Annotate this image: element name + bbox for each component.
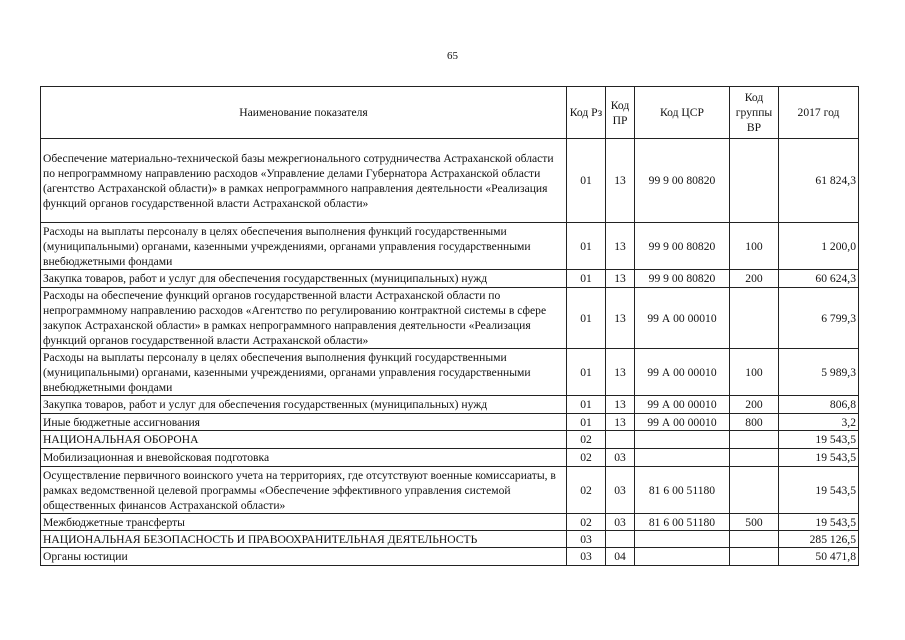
row-vr: 500	[730, 514, 779, 531]
row-rz: 02	[567, 514, 606, 531]
row-pr: 03	[606, 514, 635, 531]
table-row	[41, 514, 859, 531]
row-name: Мобилизационная и вневойсковая подготовка	[41, 449, 567, 467]
table-header	[41, 87, 859, 139]
row-amount: 5 989,3	[779, 349, 859, 396]
row-rz: 02	[567, 431, 606, 449]
row-name: Иные бюджетные ассигнования	[41, 414, 567, 431]
row-csr: 99 А 00 00010	[635, 288, 730, 349]
row-vr: 100	[730, 349, 779, 396]
row-csr: 81 6 00 51180	[635, 514, 730, 531]
row-vr	[730, 431, 779, 449]
header-row	[41, 87, 859, 139]
column-header-rz: Код Рз	[567, 87, 606, 139]
row-pr: 13	[606, 414, 635, 431]
row-rz: 01	[567, 349, 606, 396]
row-name: Закупка товаров, работ и услуг для обеспечения государственных (муниципальных) нужд	[41, 396, 567, 414]
column-header-vr: Код группы ВР	[730, 87, 779, 139]
row-csr: 99 9 00 80820	[635, 223, 730, 270]
row-amount: 19 543,5	[779, 449, 859, 467]
row-name: Расходы на обеспечение функций органов государственной власти Астраханской области по непрограммному направлению расходов «Агентство по регулированию контрактной системы в сфере закупок Астраханской области» в рамках непрограммного направления деятельности «Реализация функций органов государственной власти Астраханской области»	[41, 288, 567, 349]
page-number: 65	[447, 50, 458, 62]
row-rz: 02	[567, 449, 606, 467]
row-vr	[730, 548, 779, 566]
row-name: НАЦИОНАЛЬНАЯ ОБОРОНА	[41, 431, 567, 449]
row-amount: 19 543,5	[779, 467, 859, 514]
table-row	[41, 548, 859, 566]
row-pr: 03	[606, 449, 635, 467]
column-header-csr: Код ЦСР	[635, 87, 730, 139]
row-vr	[730, 467, 779, 514]
row-csr: 99 9 00 80820	[635, 270, 730, 288]
row-vr: 200	[730, 270, 779, 288]
row-pr: 13	[606, 349, 635, 396]
row-csr	[635, 431, 730, 449]
table-row	[41, 349, 859, 396]
table-body	[41, 139, 859, 566]
row-vr	[730, 288, 779, 349]
row-vr	[730, 531, 779, 548]
row-rz: 01	[567, 288, 606, 349]
row-amount: 50 471,8	[779, 548, 859, 566]
table-row	[41, 449, 859, 467]
table-row	[41, 139, 859, 223]
row-rz: 03	[567, 531, 606, 548]
row-rz: 01	[567, 414, 606, 431]
table-row	[41, 431, 859, 449]
row-pr: 13	[606, 139, 635, 223]
row-pr: 13	[606, 396, 635, 414]
row-rz: 01	[567, 396, 606, 414]
row-amount: 1 200,0	[779, 223, 859, 270]
table-row	[41, 223, 859, 270]
row-amount: 285 126,5	[779, 531, 859, 548]
row-amount: 806,8	[779, 396, 859, 414]
row-pr	[606, 531, 635, 548]
column-header-name: Наименование показателя	[41, 87, 567, 139]
row-csr: 99 А 00 00010	[635, 414, 730, 431]
row-name: Расходы на выплаты персоналу в целях обеспечения выполнения функций государственными (муниципальными) органами, казенными учреждениями, органами управления государственными внебюджетными фондами	[41, 223, 567, 270]
row-csr	[635, 531, 730, 548]
row-csr	[635, 548, 730, 566]
column-header-pr: Код ПР	[606, 87, 635, 139]
row-name: Закупка товаров, работ и услуг для обеспечения государственных (муниципальных) нужд	[41, 270, 567, 288]
table-row	[41, 467, 859, 514]
budget-table	[40, 86, 859, 566]
row-rz: 01	[567, 223, 606, 270]
row-rz: 03	[567, 548, 606, 566]
row-rz: 01	[567, 270, 606, 288]
row-csr: 81 6 00 51180	[635, 467, 730, 514]
column-header-year: 2017 год	[779, 87, 859, 139]
row-pr: 13	[606, 270, 635, 288]
table-row	[41, 396, 859, 414]
row-vr	[730, 449, 779, 467]
table-row	[41, 270, 859, 288]
row-vr: 800	[730, 414, 779, 431]
row-pr	[606, 431, 635, 449]
row-name: Межбюджетные трансферты	[41, 514, 567, 531]
row-name: Обеспечение материально-технической базы межрегионального сотрудничества Астраханской области по непрограммному направлению расходов «Управление делами Губернатора Астраханской области (агентство Астраханской области)» в рамках непрограммного направления деятельности «Реализация функций органов государственной власти Астраханской области»	[41, 139, 567, 223]
table-row	[41, 414, 859, 431]
row-amount: 61 824,3	[779, 139, 859, 223]
row-vr	[730, 139, 779, 223]
row-pr: 13	[606, 288, 635, 349]
row-pr: 13	[606, 223, 635, 270]
row-pr: 04	[606, 548, 635, 566]
row-name: НАЦИОНАЛЬНАЯ БЕЗОПАСНОСТЬ И ПРАВООХРАНИТЕЛЬНАЯ ДЕЯТЕЛЬНОСТЬ	[41, 531, 567, 548]
table-row	[41, 531, 859, 548]
row-name: Расходы на выплаты персоналу в целях обеспечения выполнения функций государственными (муниципальными) органами, казенными учреждениями, органами управления государственными внебюджетными фондами	[41, 349, 567, 396]
row-name: Органы юстиции	[41, 548, 567, 566]
row-amount: 60 624,3	[779, 270, 859, 288]
row-amount: 19 543,5	[779, 431, 859, 449]
row-csr: 99 А 00 00010	[635, 396, 730, 414]
row-vr: 100	[730, 223, 779, 270]
row-name: Осуществление первичного воинского учета на территориях, где отсутствуют военные комиссариаты, в рамках ведомственной целевой программы «Обеспечение эффективного управления системой общественных финансов Астраханской области»	[41, 467, 567, 514]
row-amount: 3,2	[779, 414, 859, 431]
row-amount: 19 543,5	[779, 514, 859, 531]
row-csr: 99 9 00 80820	[635, 139, 730, 223]
row-amount: 6 799,3	[779, 288, 859, 349]
row-pr: 03	[606, 467, 635, 514]
row-csr	[635, 449, 730, 467]
row-rz: 01	[567, 139, 606, 223]
row-csr: 99 А 00 00010	[635, 349, 730, 396]
row-vr: 200	[730, 396, 779, 414]
row-rz: 02	[567, 467, 606, 514]
table-row	[41, 288, 859, 349]
